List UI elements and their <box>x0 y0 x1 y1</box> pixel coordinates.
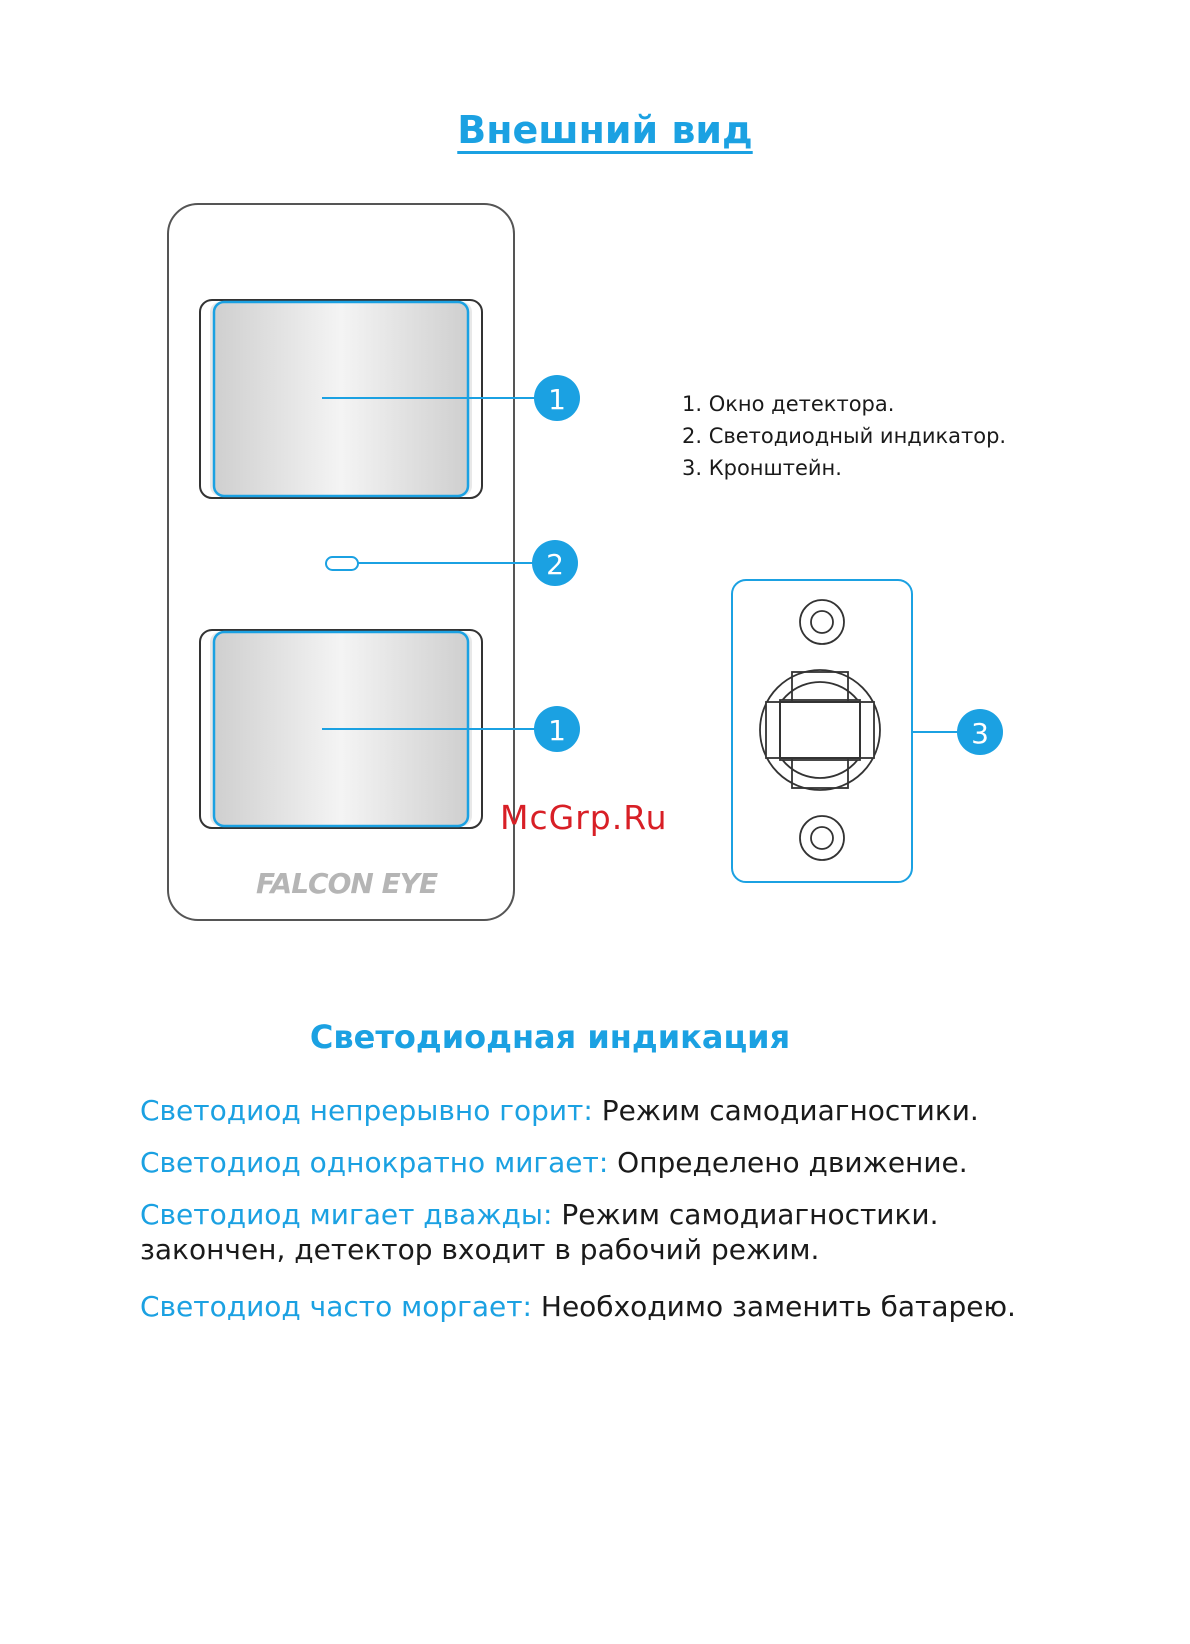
callout-badge-2 <box>532 540 578 586</box>
page-title: Внешний вид <box>457 108 753 152</box>
led-condition: Светодиод непрерывно горит: <box>140 1094 593 1127</box>
legend <box>682 388 1006 484</box>
led-condition: Светодиод мигает дважды: <box>140 1198 553 1231</box>
svg-text:1: 1 <box>548 714 566 747</box>
led-section-title: Светодиодная индикация <box>309 1018 791 1056</box>
watermark: McGrp.Ru <box>500 798 668 837</box>
legend-item-window: 1. Окно детектора. <box>682 392 895 416</box>
legend-item-bracket: 3. Кронштейн. <box>682 456 842 480</box>
led-row <box>140 1290 1016 1323</box>
led-condition: Светодиод однократно мигает: <box>140 1146 609 1179</box>
led-row <box>140 1198 939 1231</box>
led-indicator <box>326 557 358 570</box>
brand-logo: FALCON EYE <box>256 867 438 900</box>
led-row <box>140 1094 979 1127</box>
svg-text:2: 2 <box>546 548 564 581</box>
led-row-continuation: закончен, детектор входит в рабочий режим. <box>140 1233 820 1266</box>
callout-badge-3 <box>957 709 1003 755</box>
led-meaning: Режим самодиагностики. <box>552 1198 939 1231</box>
callout-badge-1-bottom <box>534 706 580 752</box>
legend-item-led: 2. Светодиодный индикатор. <box>682 424 1007 448</box>
bracket-mount <box>760 670 880 790</box>
led-meaning: Режим самодиагностики. <box>592 1094 979 1127</box>
led-meaning: Необходимо заменить батарею. <box>531 1290 1016 1323</box>
svg-text:1: 1 <box>548 383 566 416</box>
bracket <box>732 580 912 882</box>
svg-text:3: 3 <box>971 717 989 750</box>
led-condition: Светодиод часто моргает: <box>140 1290 532 1323</box>
callout-badge-1-top <box>534 375 580 421</box>
led-row <box>140 1146 968 1179</box>
led-meaning: Определено движение. <box>608 1146 968 1179</box>
